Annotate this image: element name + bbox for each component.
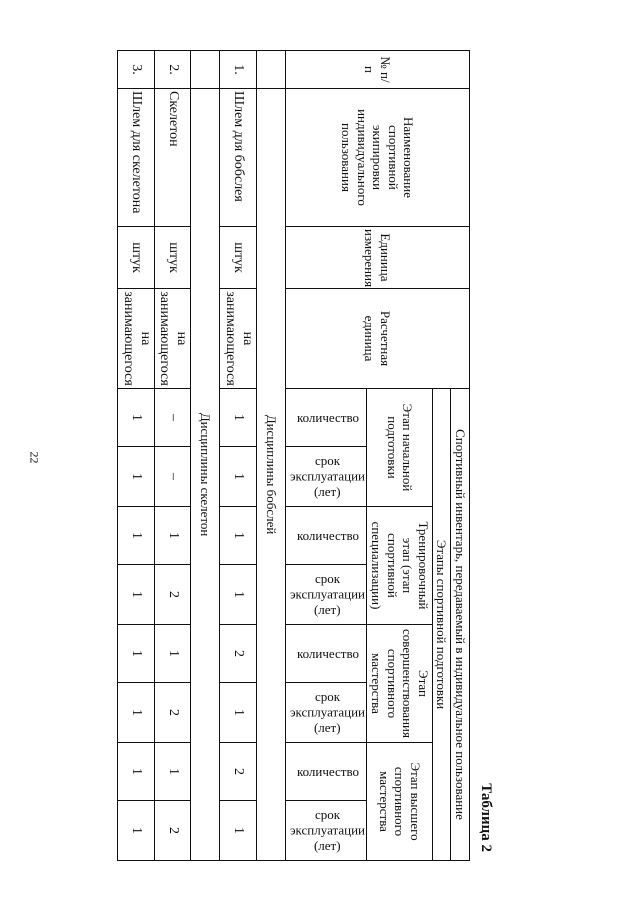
header-inventory: Спортивный инвентарь, передаваемый в индивидуальное пользование <box>451 389 470 861</box>
cell-value: 2 <box>154 565 191 625</box>
table-row <box>118 51 155 861</box>
cell-num: 1. <box>220 51 257 89</box>
cell-value: 1 <box>118 801 155 861</box>
header-stage-4: Этап высшего спортивного мастерства <box>367 743 432 861</box>
header-qty: количество <box>285 743 367 801</box>
header-qty: количество <box>285 507 367 565</box>
cell-calc: на занимающегося <box>220 289 257 389</box>
header-stage-3: Этап совершенствования спортивного мастерства <box>367 625 432 743</box>
cell-value: 1 <box>118 447 155 507</box>
table-row <box>154 51 191 861</box>
cell-value: 1 <box>220 683 257 743</box>
section-bobsleigh: Дисциплины бобслей <box>256 89 285 861</box>
section-skeleton: Дисциплины скелетон <box>191 89 220 861</box>
cell-value: 2 <box>154 683 191 743</box>
header-name: Наименование спортивной экипировки индивидуального пользования <box>285 89 469 227</box>
cell-value: 1 <box>154 625 191 683</box>
header-row-1 <box>451 51 470 861</box>
header-qty: количество <box>285 389 367 447</box>
page-number: 22 <box>27 451 42 464</box>
equipment-table <box>117 50 470 861</box>
cell-unit: штук <box>220 227 257 289</box>
cell-value: – <box>154 389 191 447</box>
cell-value: 1 <box>220 389 257 447</box>
cell-calc: на занимающегося <box>154 289 191 389</box>
cell-value: 1 <box>118 683 155 743</box>
cell-unit: штук <box>154 227 191 289</box>
header-stage-2: Тренировочный этап (этап спортивной специализации) <box>367 507 432 625</box>
cell-num: 2. <box>154 51 191 89</box>
table-area <box>100 50 496 860</box>
header-term: срок эксплуатации (лет) <box>285 565 367 625</box>
cell-value: 1 <box>154 507 191 565</box>
cell-value: 2 <box>154 801 191 861</box>
rotated-table-block <box>100 50 496 860</box>
cell-name: Шлем для бобслея <box>220 89 257 227</box>
cell-value: 1 <box>220 565 257 625</box>
header-num: № п/п <box>285 51 469 89</box>
cell-name: Шлем для скелетона <box>118 89 155 227</box>
header-term: срок эксплуатации (лет) <box>285 447 367 507</box>
header-term: срок эксплуатации (лет) <box>285 801 367 861</box>
cell-value: – <box>154 447 191 507</box>
header-term: срок эксплуатации (лет) <box>285 683 367 743</box>
cell-value: 1 <box>118 565 155 625</box>
cell-value: 1 <box>118 507 155 565</box>
table-caption: Таблица 2 <box>478 783 494 852</box>
cell-value: 1 <box>118 625 155 683</box>
cell-calc: на занимающегося <box>118 289 155 389</box>
header-qty: количество <box>285 625 367 683</box>
cell-value: 2 <box>220 743 257 801</box>
cell-name: Скелетон <box>154 89 191 227</box>
section-row <box>191 51 220 861</box>
header-unit: Единица измерения <box>285 227 469 289</box>
cell-value: 1 <box>118 389 155 447</box>
header-calc: Расчетная единица <box>285 289 469 389</box>
cell-value: 1 <box>220 447 257 507</box>
cell-num: 3. <box>118 51 155 89</box>
cell-value: 2 <box>220 625 257 683</box>
cell-value: 1 <box>220 507 257 565</box>
table-row <box>220 51 257 861</box>
cell-unit: штук <box>118 227 155 289</box>
cell-value: 1 <box>220 801 257 861</box>
header-stage-1: Этап начальной подготовки <box>367 389 432 507</box>
cell-value: 1 <box>154 743 191 801</box>
cell-value: 1 <box>118 743 155 801</box>
header-stages: Этапы спортивной подготовки <box>432 389 451 861</box>
section-row <box>256 51 285 861</box>
